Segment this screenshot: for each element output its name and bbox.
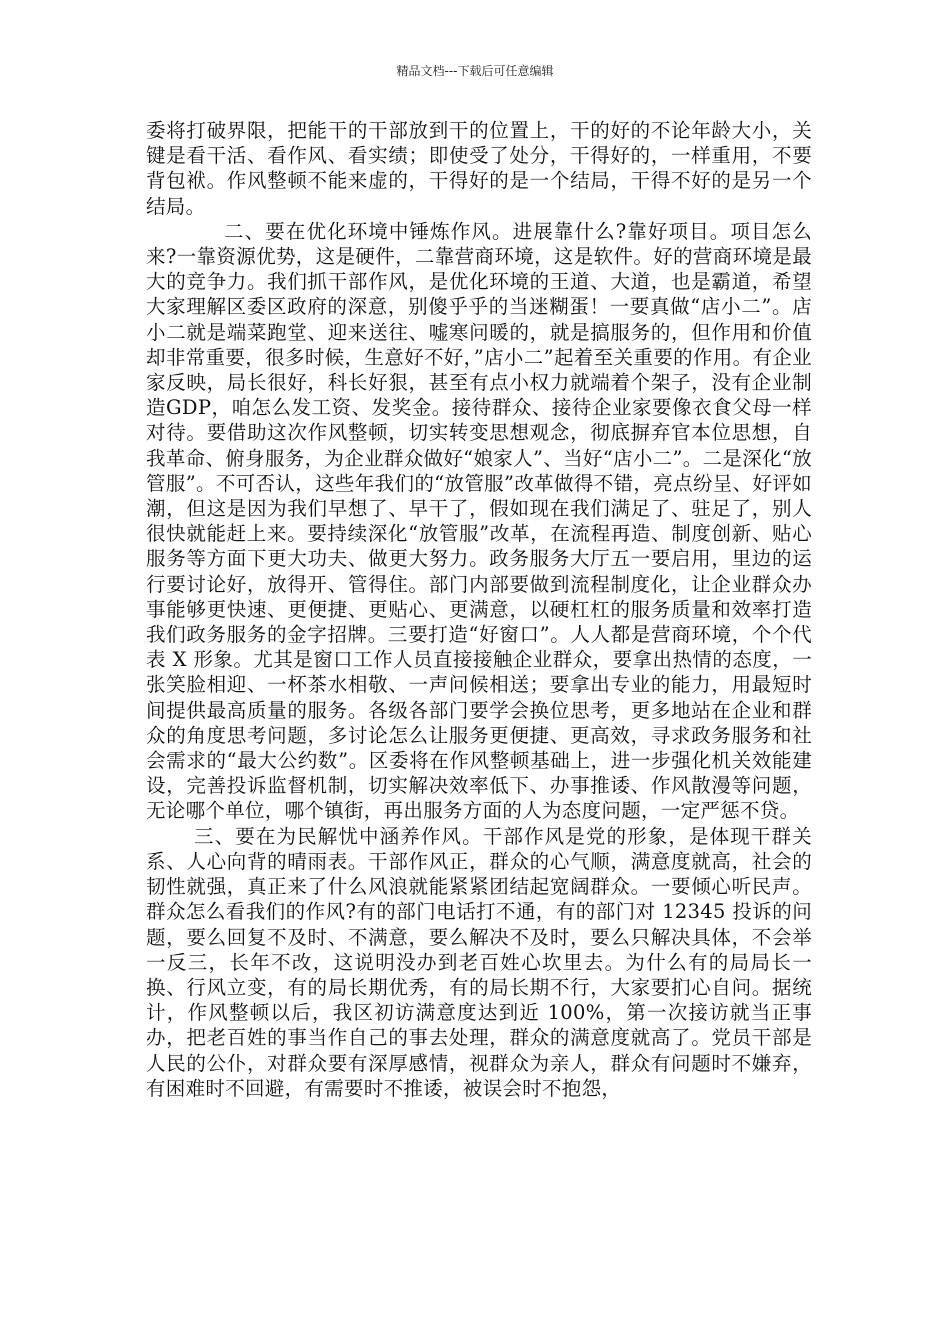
page-header: 精品文档---下载后可任意编辑 (396, 64, 554, 78)
paragraph-section-two: 二、要在优化环境中锤炼作风。进展靠什么?靠好项目。项目怎么来?一靠资源优势，这是硬件，二靠营商环境，这是软件。好的营商环境是最大的竞争力。我们抓干部作风，是优化环境的王道、大道，也是霸道，希望大家理解区委区政府的深意，别傻乎乎的当迷糊蛋！一要真做“店小二”。店小二就是端菜跑堂、迎来送往、嘘寒问暖的，就是搞服务的，但作用和价值却非常重要，很多时候，生意好不好，”店小二”起着至关重要的作用。有企业家反映，局长很好，科长好狠，甚至有点小权力就端着个架子，没有企业制造GDP，咱怎么发工资、发奖金。接待群众、接待企业家要像衣食父母一样对待。要借助这次作风整顿，切实转变思想观念，彻底摒弃官本位思想，自我革命、俯身服务，为企业群众做好“娘家人”、当好“店小二”。二是深化“放管服”。不可否认，这些年我们的“放管服”改革做得不错，亮点纷呈、好评如潮，但这是因为我们早想了、早干了，假如现在我们满足了、驻足了，别人很快就能赶上来。要持续深化“放管服”改革，在流程再造、制度创新、贴心服务等方面下更大功夫、做更大努力。政务服务大厅五一要启用，里边的运行要讨论好，放得开、管得住。部门内部要做到流程制度化，让企业群众办事能够更快速、更便捷、更贴心、更满意，以硬杠杠的服务质量和效率打造我们政务服务的金字招牌。三要打造“好窗口”。人人都是营商环境，个个代表 X 形象。尤其是窗口工作人员直接接触企业群众，要拿出热情的态度，一张笑脸相迎、一杯茶水相敬、一声问候相送；要拿出专业的能力，用最短时间提供最高质量的服务。各级各部门要学会换位思考，更多地站在企业和群众的角度思考问题，多讨论怎么让服务更便捷、更高效，寻求政务服务和社会需求的“最大公约数”。区委将在作风整顿基础上，进一步强化机关效能建设，完善投诉监督机制，切实解决效率低下、办事推诿、作风散漫等问题，无论哪个单位，哪个镇街，再出服务方面的人为态度问题，一定严惩不贷。 (146, 219, 812, 823)
paragraph-continuation: 委将打破界限，把能干的干部放到干的位置上，干的好的不论年龄大小，关键是看干活、看作风、看实绩；即使受了处分，干得好的，一样重用，不要背包袱。作风整顿不能来虚的，干得好的是一个结局，干得不好的是另一个结局。 (146, 119, 812, 218)
paragraph-section-three: 三、要在为民解忧中涵养作风。干部作风是党的形象，是体现干群关系、人心向背的晴雨表。干部作风正，群众的心气顺，满意度就高，社会的韧性就强，真正来了什么风浪就能紧紧团结起宽阔群众。一要倾心听民声。群众怎么看我们的作风?有的部门电话打不通，有的部门对 12345 投诉的问题，要么回复不及时、不满意，要么解决不及时，要么只解决具体，不会举一反三，长年不改，这说明没办到老百姓心坎里去。为什么有的局局长一换、行风立变，有的局长期优秀，有的局长期不行，大家要扪心自问。据统计，作风整顿以后，我区初访满意度达到近 100%，第一次接访就当正事办，把老百姓的事当作自己的事去处理，群众的满意度就高了。党员干部是人民的公仆，对群众要有深厚感情，视群众为亲人，群众有问题时不嫌弃，有困难时不回避，有需要时不推诿，被误会时不抱怨， (146, 824, 812, 1100)
document-body (146, 118, 812, 1101)
